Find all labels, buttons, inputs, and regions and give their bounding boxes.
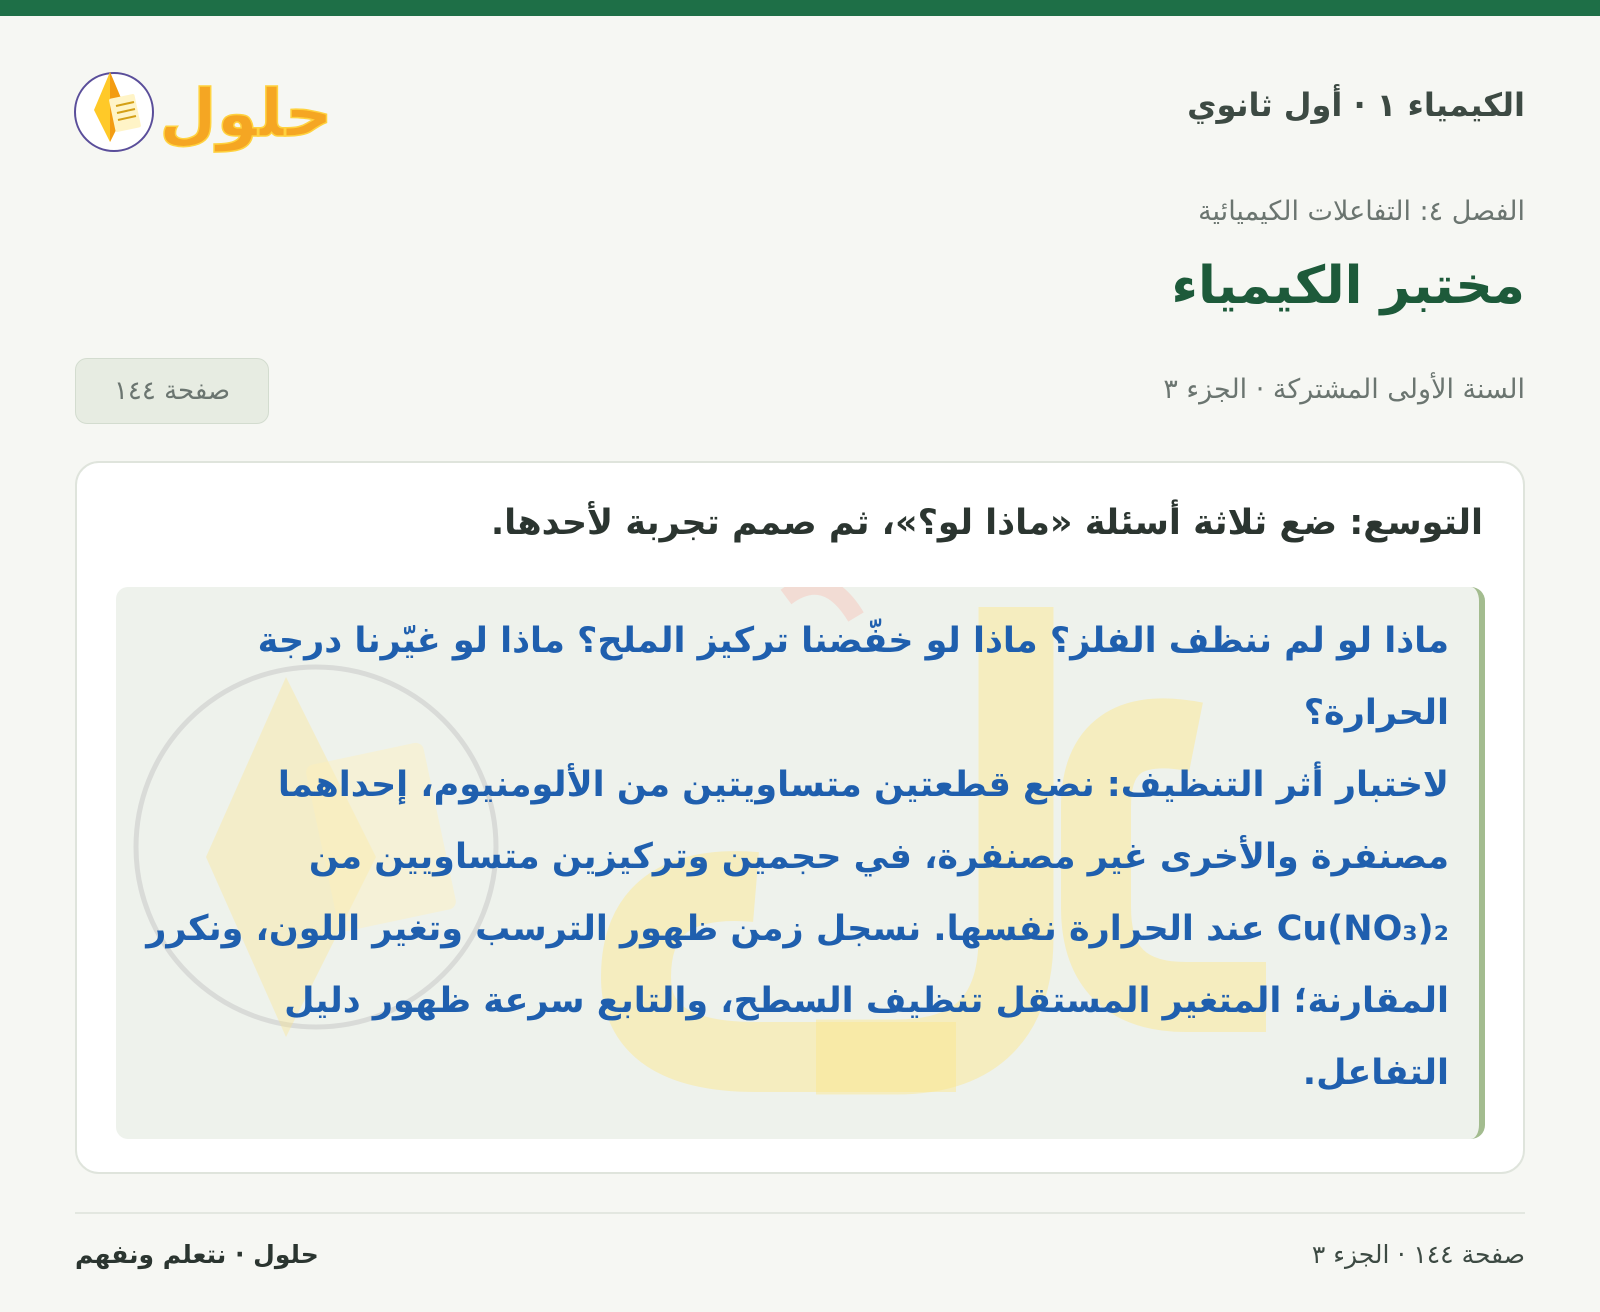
chapter-label: الفصل ٤: التفاعلات الكيميائية [1198,196,1525,227]
page-title: مختبر الكيمياء [1171,256,1525,316]
logo-text: حلول [159,75,333,152]
book-logo-icon [75,72,153,151]
footer-page-info: صفحة ١٤٤ · الجزء ٣ [1311,1240,1525,1269]
footer-brand: حلول · نتعلم ونفهم [75,1240,319,1269]
top-accent-bar [0,0,1600,16]
page-badge: صفحة ١٤٤ [75,358,269,424]
answer-text [146,605,1449,1109]
footer-divider [75,1212,1525,1214]
subject-title: الكيمياء ١ · أول ثانوي [1187,86,1525,124]
question-card [75,461,1525,1174]
answer-experiment: لاختبار أثر التنظيف: نضع قطعتين متساويتين من الألومنيوم، إحداهما مصنفرة والأخرى غير مصنفرة، في حجمين وتركيزين متساويين من Cu(NO₃)₂ عند الحرارة نفسها. نسجل زمن ظهور الترسب وتغير اللون، ونكرر المقارنة؛ المتغير المستقل تنظيف السطح، والتابع سرعة ظهور دليل التفاعل. [146,765,1449,1093]
answer-questions: ماذا لو لم ننظف الفلز؟ ماذا لو خفّضنا تركيز الملح؟ ماذا لو غيّرنا درجة الحرارة؟ [257,621,1449,733]
meta-info: السنة الأولى المشتركة · الجزء ٣ [1163,374,1525,405]
question-text: التوسع: ضع ثلاثة أسئلة «ماذا لو؟»، ثم صمم تجربة لأحدها. [490,503,1483,543]
hulul-logo [74,52,334,162]
answer-box [116,587,1485,1139]
